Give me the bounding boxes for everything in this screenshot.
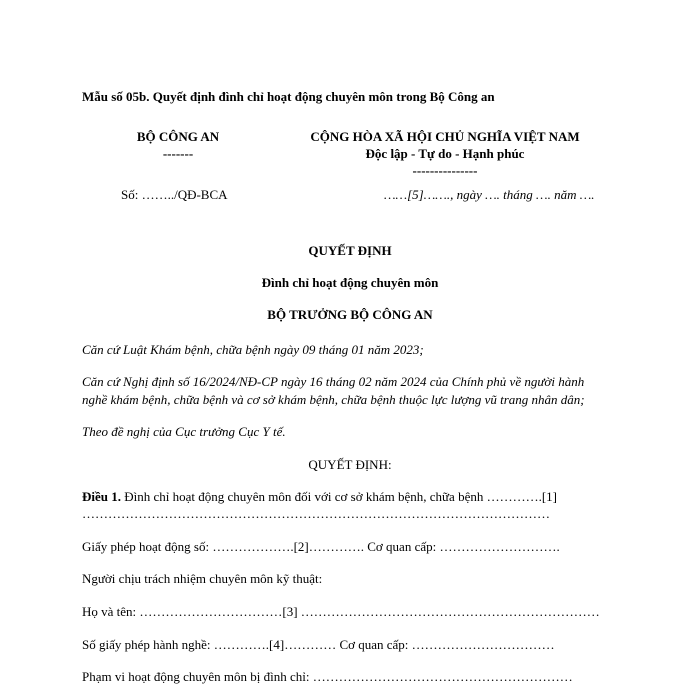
decides-heading: QUYẾT ĐỊNH: bbox=[308, 457, 392, 472]
decision-subject: Đình chỉ hoạt động chuyên môn bbox=[261, 275, 439, 290]
article-1-label: Điều 1. bbox=[82, 489, 121, 504]
full-name-line: Họ và tên: ……………………………[3] …………………………………………………………… bbox=[82, 604, 600, 619]
decision-number: Số: ……../QĐ-BCA bbox=[121, 187, 228, 202]
article-1-text: Đình chỉ hoạt động chuyên môn đối với cơ sở khám bệnh, chữa bệnh ………….[1] bbox=[121, 489, 558, 504]
article-1 bbox=[82, 489, 557, 505]
basis-proposal: Theo đề nghị của Cục trưởng Cục Y tế. bbox=[82, 424, 286, 439]
motto-rule: --------------- bbox=[412, 163, 478, 178]
decision-authority: BỘ TRƯỞNG BỘ CÔNG AN bbox=[267, 307, 433, 322]
article-1-dots-line: ……………………………………………………………………………………………… bbox=[82, 506, 550, 521]
decision-heading: QUYẾT ĐỊNH bbox=[308, 243, 392, 258]
place-date: ……[5]……., ngày …. tháng …. năm …. bbox=[384, 187, 595, 202]
national-motto: Độc lập - Tự do - Hạnh phúc bbox=[365, 146, 525, 161]
country-name: CỘNG HÒA XÃ HỘI CHỦ NGHĨA VIỆT NAM bbox=[310, 129, 580, 144]
basis-law: Căn cứ Luật Khám bệnh, chữa bệnh ngày 09 tháng 01 năm 2023; bbox=[82, 342, 424, 357]
operating-license-line: Giấy phép hoạt động số: ……………….[2]…………. Cơ quan cấp: ………………………. bbox=[82, 539, 560, 554]
practice-license-line: Số giấy phép hành nghề: ………….[4]………… Cơ quan cấp: …………………………… bbox=[82, 637, 555, 652]
responsible-person-label: Người chịu trách nhiệm chuyên môn kỹ thuật: bbox=[82, 571, 323, 586]
ministry-rule: ------- bbox=[162, 146, 194, 161]
form-title: Mẫu số 05b. Quyết định đình chỉ hoạt động chuyên môn trong Bộ Công an bbox=[82, 89, 495, 104]
suspended-scope-line: Phạm vi hoạt động chuyên môn bị đình chỉ: …………………………………………………… bbox=[82, 669, 573, 684]
basis-decree-line-2: nghề khám bệnh, chữa bệnh và cơ sở khám bệnh, chữa bệnh thuộc lực lượng vũ trang nhân dân; bbox=[82, 392, 585, 407]
basis-decree-line-1: Căn cứ Nghị định số 16/2024/NĐ-CP ngày 16 tháng 02 năm 2024 của Chính phủ về người hành bbox=[82, 374, 585, 389]
ministry-name: BỘ CÔNG AN bbox=[136, 129, 220, 144]
